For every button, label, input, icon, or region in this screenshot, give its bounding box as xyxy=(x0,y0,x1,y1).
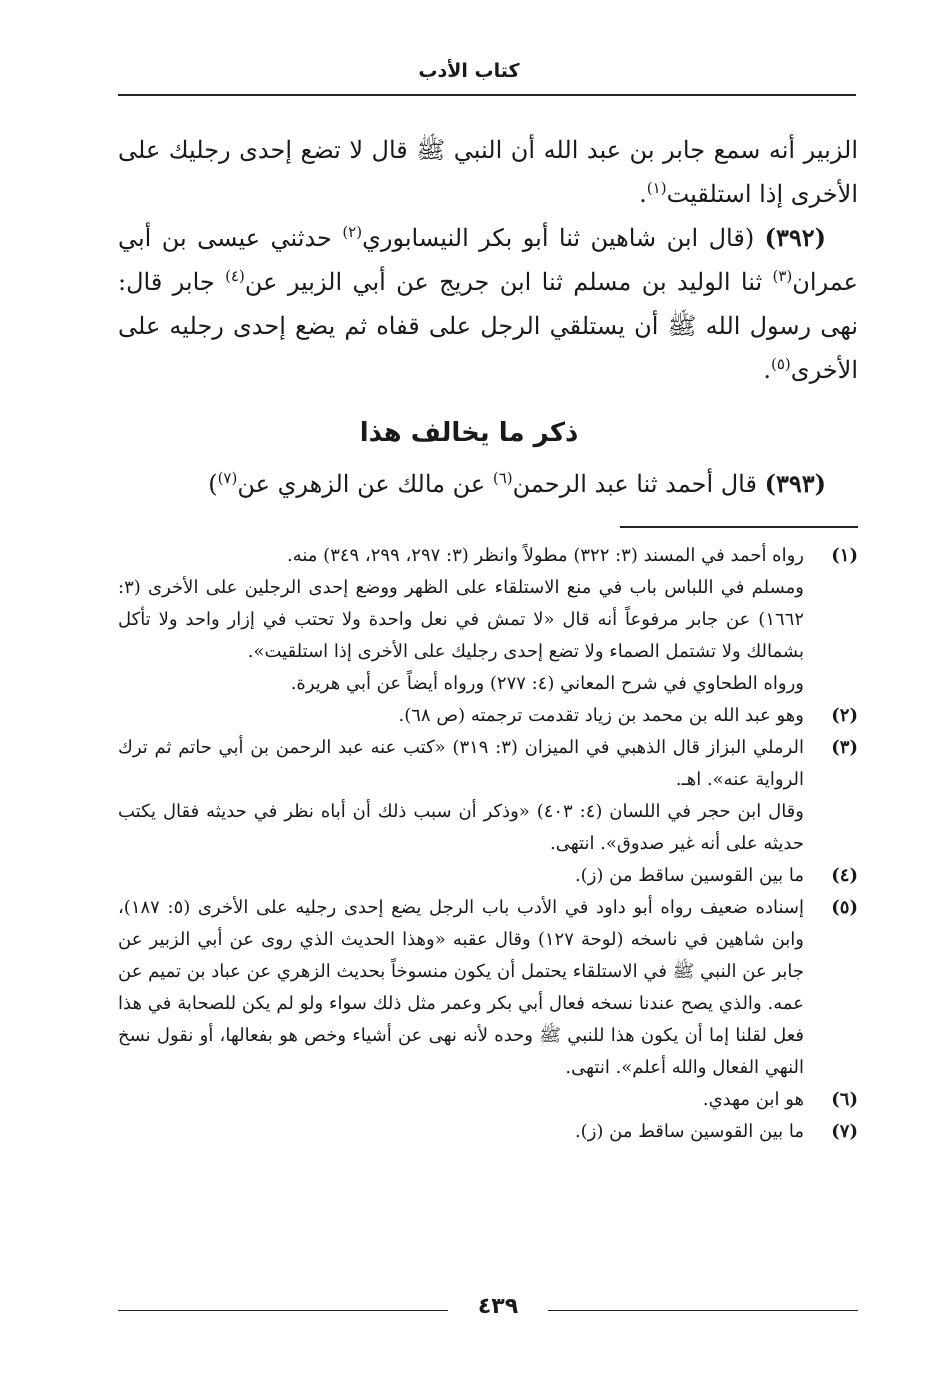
hadith-text: قال أحمد ثنا عبد الرحمن xyxy=(512,470,765,498)
footnote-ref: (٤) xyxy=(225,267,245,285)
hadith-text: (قال ابن شاهين ثنا أبو بكر النيسابوري xyxy=(362,224,765,252)
paragraph-end: . xyxy=(639,180,647,208)
paragraph-text: الزبير أنه سمع جابر بن عبد الله أن النبي ﷺ قال لا تضع إحدى رجليك على الأخرى إذا استلقيت xyxy=(118,136,858,208)
footnote-7 xyxy=(118,1116,858,1148)
footnote-number: (٥) xyxy=(831,897,858,918)
footnote-5 xyxy=(118,892,858,1084)
footnote-text: ما بين القوسين ساقط من (ز). xyxy=(574,1121,804,1142)
footnote-text: هو ابن مهدي. xyxy=(702,1089,804,1110)
footnote-ref: (٢) xyxy=(342,223,363,241)
hadith-text: ثنا الوليد بن مسلم ثنا ابن جريج عن أبي الزبير عن xyxy=(244,268,773,296)
hadith-text: جابر قال: نهى رسول الله ﷺ أن يستلقي الرجل على قفاه ثم يضع إحدى رجليه على الأخرى xyxy=(118,268,858,384)
footnote-1 xyxy=(118,540,858,700)
hadith-392 xyxy=(118,216,858,392)
page-number: ٤٣٩ xyxy=(477,1294,519,1319)
footnote-6 xyxy=(118,1084,858,1116)
footnote-text: رواه أحمد في المسند (٣: ٣٢٢) مطولاً وانظر (٣: ٢٩٧، ٢٩٩، ٣٤٩) منه. xyxy=(286,545,804,566)
footnote-2 xyxy=(118,700,858,732)
footnote-number: (٢) xyxy=(831,705,858,726)
footnote-text: ورواه الطحاوي في شرح المعاني (٤: ٢٧٧) ورواه أيضاً عن أبي هريرة. xyxy=(290,673,804,694)
hadith-text: عن مالك عن الزهري عن xyxy=(237,470,493,498)
footnote-text: الرملي البزاز قال الذهبي في الميزان (٣: ٣١٩) «كتب عنه عبد الرحمن بن أبي حاتم ثم ترك الرواية عنه». اهـ. xyxy=(118,737,804,790)
header-rule xyxy=(118,94,856,96)
running-header-title: كتاب الأدب xyxy=(418,60,520,82)
footnote-number: (٣) xyxy=(831,737,858,758)
footnote-text: ما بين القوسين ساقط من (ز). xyxy=(574,865,804,886)
hadith-end: . xyxy=(763,356,771,384)
footnote-ref: (٧) xyxy=(217,469,238,487)
footnote-number: (٧) xyxy=(831,1121,858,1142)
footnote-separator xyxy=(620,526,858,528)
footnote-3 xyxy=(118,732,858,796)
footnote-number: (١) xyxy=(831,545,858,566)
footnote-ref: (١) xyxy=(646,179,667,197)
footnote-ref: (٣) xyxy=(772,267,793,285)
hadith-number: (٣٩٣) xyxy=(764,469,826,498)
hadith-number: (٣٩٢) xyxy=(764,223,826,252)
footer-rule xyxy=(118,1310,448,1311)
main-text xyxy=(118,128,858,392)
continuation-paragraph xyxy=(118,128,858,216)
footnote-text: وهو عبد الله بن محمد بن زياد تقدمت ترجمته (ص ٦٨). xyxy=(398,705,804,726)
footer-rule xyxy=(548,1310,858,1311)
footnote-3-continuation: وقال ابن حجر في اللسان (٤: ٤٠٣) «وذكر أن سبب ذلك أن أباه نظر في حديثه فقال يكتب حديثه على أنه غير صدوق». انتهى. xyxy=(118,801,804,854)
footnote-ref: (٦) xyxy=(492,469,513,487)
footnote-4 xyxy=(118,860,858,892)
footnote-body xyxy=(118,540,804,700)
section-heading: ذكر ما يخالف هذا xyxy=(359,418,579,448)
footnote-text: إسناده ضعيف رواه أبو داود في الأدب باب الرجل يضع إحدى رجليه على الأخرى (٥: ١٨٧)، وابن شاهين في ناسخه (لوحة ١٢٧) وقال عقبه «وهذا الحديث الذي روى عن أبي الزبير عن جابر عن النبي ﷺ في الاستلقاء يحتمل أن يكون منسوخاً بحديث الزهري عن عباد بن تميم عن عمه. والذي يصح عندنا نسخه فعال أبي بكر وعمر مثل ذلك سواء ولو لم يكن للصحابة في هذا فعل لقلنا إما أن يكون هذا للنبي ﷺ وحده لأنه نهى عن أشياء وخص هو بفعالها، أو نقول نسخ النهي الفعال والله أعلم». انتهى. xyxy=(118,897,804,1078)
footnote-text: ومسلم في اللباس باب في منع الاستلقاء على الظهر ووضع إحدى الرجلين على الأخرى (٣: ١٦٦٢) عن جابر مرفوعاً أنه قال «لا تمش في نعل واحدة ولا تحتب في إزار واحد ولا تأكل بشمالك ولا تشتمل الصماء ولا تضع إحدى رجليك على الأخرى إذا استلقيت». xyxy=(118,577,804,662)
hadith-393 xyxy=(118,462,858,506)
hadith-text: حدثني عيسى بن أبي عمران xyxy=(118,224,858,296)
footnotes xyxy=(118,540,858,1148)
hadith-text: ) xyxy=(208,470,218,498)
footnote-number: (٦) xyxy=(831,1089,858,1110)
footnote-number: (٤) xyxy=(831,865,858,886)
footnote-ref: (٥) xyxy=(771,355,791,373)
